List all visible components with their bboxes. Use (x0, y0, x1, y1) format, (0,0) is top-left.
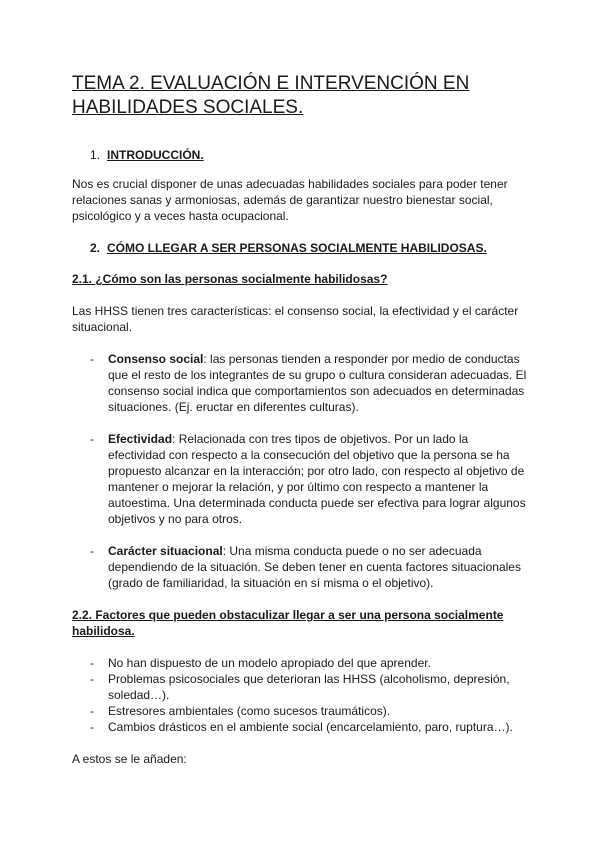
list-item-text: Problemas psicosociales que deterioran las HHSS (alcoholismo, depresión, soledad…). (108, 672, 510, 702)
list-item-term: Consenso social (108, 352, 204, 366)
section-2-title: CÓMO LLEGAR A SER PERSONAS SOCIALMENTE HABILIDOSAS. (107, 241, 487, 255)
list-item-description: : Relacionada con tres tipos de objetivos. Por un lado la efectividad con respecto a la consecución del objetivo que la persona se ha propuesto alcanzar en la interacción; por otro lado, con respecto al objetivo de mantener o mejorar la relación, y por último con respecto a mantener la autoestima. Una determinada conducta puede ser efectiva para lograr algunos objetivos y no para otros. (108, 432, 526, 526)
list-dash: - (90, 656, 94, 670)
subsection-2-2-heading: 2.2. Factores que pueden obstaculizar llegar a ser una persona socialmente habilidosa. (72, 608, 504, 638)
list-item-description: : las personas tienden a responder por medio de conductas que el resto de los integrantes de su grupo o cultura consideran adecuadas. El consenso social indica que comportamientos son adecuados en determinadas situaciones. (Ej. eructar en diferentes culturas). (108, 352, 527, 414)
list-dash: - (90, 672, 94, 686)
list-item-text (108, 351, 528, 415)
section-1-title: INTRODUCCIÓN. (107, 148, 204, 162)
list-item-text (108, 431, 528, 527)
list-item-text: Cambios drásticos en el ambiente social (encarcelamiento, paro, ruptura…). (108, 720, 513, 734)
document-title: TEMA 2. EVALUACIÓN E INTERVENCIÓN EN HABILIDADES SOCIALES. (72, 73, 470, 118)
list-item (90, 543, 530, 591)
list-item-text: No han dispuesto de un modelo apropiado del que aprender. (108, 656, 431, 670)
list-item-description: : Una misma conducta puede o no ser adecuada dependiendo de la situación. Se deben tener en cuenta factores situacionales (grado de familiaridad, la situación en sí misma o el objetivo). (108, 544, 521, 590)
list-item (90, 655, 530, 671)
section-1-number: 1. (90, 148, 101, 162)
list-item-term: Efectividad (108, 432, 173, 446)
section-2-heading (90, 240, 487, 256)
list-item (90, 719, 530, 735)
closing-line: A estos se le añaden: (72, 752, 187, 766)
list-item-text (108, 543, 528, 591)
subsection-2-1-intro: Las HHSS tienen tres características: el consenso social, la efectividad y el carácter situacional. (72, 304, 519, 334)
list-dash: - (90, 704, 94, 718)
list-dash: - (90, 720, 94, 734)
list-item-text: Estresores ambientales (como sucesos traumáticos). (108, 704, 391, 718)
list-item (90, 671, 530, 703)
section-2-number: 2. (90, 241, 101, 255)
list-item (90, 703, 530, 719)
list-dash: - (90, 352, 94, 366)
list-dash: - (90, 544, 94, 558)
section-1-heading (90, 147, 204, 163)
intro-paragraph: Nos es crucial disponer de unas adecuadas habilidades sociales para poder tener relaciones sanas y armoniosas, además de garantizar nuestro bienestar social, psicológico y a veces hasta ocupacional. (72, 177, 508, 223)
subsection-2-1-heading: 2.1. ¿Cómo son las personas socialmente habilidosas? (72, 272, 388, 286)
list-item-term: Carácter situacional (108, 544, 223, 558)
list-item (90, 431, 530, 527)
list-item (90, 351, 530, 415)
list-dash: - (90, 432, 94, 446)
